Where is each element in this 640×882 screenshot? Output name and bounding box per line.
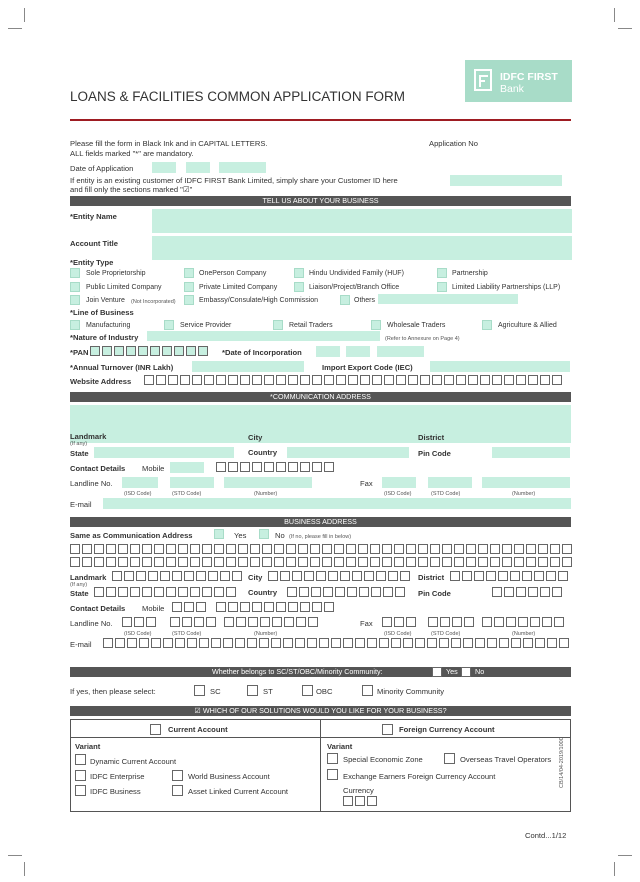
existing-customer-line1: If entity is an existing customer of IDFC FIRST Bank Limited, simply share your Customer ID here <box>70 176 398 185</box>
contact-details-label: Contact Details <box>70 464 126 473</box>
variant-option: Dynamic Current Account <box>90 757 177 766</box>
entity-name-label: *Entity Name <box>70 212 117 221</box>
lob-option: Wholesale Traders <box>387 322 446 329</box>
fax-label: Fax <box>360 479 373 488</box>
crop-mark <box>618 28 632 29</box>
fcy-variant-label: Variant <box>327 742 353 751</box>
country-label: Country <box>248 588 278 597</box>
crop-mark <box>24 8 25 22</box>
district-label: District <box>418 573 445 582</box>
lob-checkbox[interactable] <box>482 320 492 330</box>
isd-code-note: (ISD Code) <box>384 491 412 497</box>
landline-number-field[interactable] <box>224 477 312 488</box>
isd-code-note: (ISD Code) <box>384 631 412 637</box>
mobile-number-field[interactable] <box>216 462 336 473</box>
current-variant-label: Variant <box>75 742 101 751</box>
website-label: Website Address <box>70 377 132 386</box>
currency-field[interactable] <box>343 796 379 807</box>
iec-label: Import Export Code (IEC) <box>322 363 413 372</box>
line-of-business-label: *Line of Business <box>70 308 134 317</box>
variant-option: Asset Linked Current Account <box>188 787 289 796</box>
business-address-line[interactable] <box>70 557 574 568</box>
minority-label: Minority Community <box>377 687 445 696</box>
same-as-yes-checkbox[interactable] <box>214 529 224 539</box>
doi-day-field[interactable] <box>316 346 340 357</box>
std-code-note: (STD Code) <box>172 631 202 637</box>
lob-checkbox[interactable] <box>70 320 80 330</box>
instruction-line1: Please fill the form in Black Ink and in CAPITAL LETTERS. <box>70 139 268 148</box>
number-note: (Number) <box>512 491 536 497</box>
isd-code-note: (ISD Code) <box>124 631 152 637</box>
city-field[interactable] <box>266 431 408 442</box>
fax-number-field[interactable] <box>482 477 570 488</box>
entity-type-option: Private Limited Company <box>199 284 278 291</box>
city-label: City <box>248 573 263 582</box>
district-field[interactable] <box>450 431 570 442</box>
current-account-label: Current Account <box>168 725 228 734</box>
mobile-code-field[interactable] <box>172 602 208 613</box>
lob-option: Service Provider <box>180 322 232 329</box>
section-header-solutions: ☑ WHICH OF OUR SOLUTIONS WOULD YOU LIKE FOR YOUR BUSINESS? <box>70 706 571 716</box>
iec-field[interactable] <box>430 361 570 372</box>
entity-type-checkbox[interactable] <box>437 268 447 278</box>
entity-type-checkbox[interactable] <box>184 268 194 278</box>
existing-customer-line2: and fill only the sections marked "☑" <box>70 185 193 194</box>
date-day-field[interactable] <box>152 162 176 173</box>
number-note: (Number) <box>512 631 536 637</box>
fax-std-field[interactable] <box>428 477 472 488</box>
city-field[interactable] <box>268 571 412 582</box>
doi-year-field[interactable] <box>377 346 424 357</box>
section-header-communication: *COMMUNICATION ADDRESS <box>70 392 571 402</box>
section-header-business: TELL US ABOUT YOUR BUSINESS <box>70 196 571 206</box>
fcy-account-checkbox[interactable] <box>382 724 393 735</box>
sc-checkbox[interactable] <box>194 685 205 696</box>
pin-code-field[interactable] <box>492 447 570 458</box>
entity-type-option: Embassy/Consulate/High Commission <box>199 297 319 304</box>
pin-code-field[interactable] <box>492 587 564 598</box>
same-as-no-label: No <box>275 531 285 540</box>
number-note: (Number) <box>254 631 278 637</box>
fax-number-field[interactable] <box>482 617 566 628</box>
state-field[interactable] <box>94 587 238 598</box>
entity-type-option: Limited Liability Partnerships (LLP) <box>452 284 561 291</box>
entity-type-checkbox[interactable] <box>70 268 80 278</box>
pin-code-label: Pin Code <box>418 589 451 598</box>
fcy-variant-checkbox[interactable] <box>327 753 338 764</box>
entity-type-option: Hindu Undivided Family (HUF) <box>309 270 404 277</box>
fax-label: Fax <box>360 619 373 628</box>
landmark-field[interactable] <box>112 431 240 442</box>
variant-option: IDFC Business <box>90 787 141 796</box>
crop-mark <box>618 855 632 856</box>
same-as-note: (If no, please fill in below) <box>289 534 352 540</box>
form-title: LOANS & FACILITIES COMMON APPLICATION FORM <box>70 89 406 104</box>
date-of-application-label: Date of Application <box>70 164 134 173</box>
variant-checkbox[interactable] <box>172 770 183 781</box>
mobile-label: Mobile <box>142 604 165 613</box>
account-title-label: Account Title <box>70 239 118 248</box>
crop-mark <box>614 862 615 876</box>
entity-type-checkbox[interactable] <box>340 295 350 305</box>
industry-note: (Refer to Annexure on Page 4) <box>385 336 460 342</box>
entity-type-checkbox[interactable] <box>70 282 80 292</box>
doi-month-field[interactable] <box>346 346 370 357</box>
country-label: Country <box>248 448 278 457</box>
landline-std-field[interactable] <box>170 477 214 488</box>
community-question: Whether belongs to SC/ST/OBC/Minority Community: <box>212 667 383 676</box>
landline-isd-field[interactable] <box>122 617 158 628</box>
variant-checkbox[interactable] <box>75 770 86 781</box>
community-no-label: No <box>475 667 485 676</box>
std-code-note: (STD Code) <box>431 491 461 497</box>
landmark-note: (If any) <box>70 441 88 447</box>
nature-of-industry-field[interactable] <box>147 331 380 341</box>
st-label: ST <box>263 687 273 696</box>
sc-label: SC <box>210 687 221 696</box>
landmark-label: Landmark <box>70 432 107 441</box>
country-field[interactable] <box>287 447 409 458</box>
minority-checkbox[interactable] <box>362 685 373 696</box>
variant-option: World Business Account <box>188 772 270 781</box>
state-label: State <box>70 449 89 458</box>
obc-checkbox[interactable] <box>302 685 313 696</box>
pan-label: *PAN <box>70 348 89 357</box>
same-as-yes-label: Yes <box>234 531 247 540</box>
email-label: E-mail <box>70 500 92 509</box>
landline-label: Landline No. <box>70 479 113 488</box>
entity-type-label: *Entity Type <box>70 258 114 267</box>
entity-type-checkbox[interactable] <box>437 282 447 292</box>
lob-option: Manufacturing <box>86 322 131 329</box>
application-no-label: Application No <box>429 139 478 148</box>
annual-turnover-label: *Annual Turnover (INR Lakh) <box>70 363 174 372</box>
title-underline <box>70 119 571 121</box>
nature-of-industry-label: *Nature of Industry <box>70 333 139 342</box>
landmark-field[interactable] <box>112 571 244 582</box>
isd-code-note: (ISD Code) <box>124 491 152 497</box>
entity-type-option: Sole Proprietorship <box>86 270 146 277</box>
std-code-note: (STD Code) <box>431 631 461 637</box>
lob-option: Retail Traders <box>289 322 333 329</box>
email-field[interactable] <box>103 498 571 509</box>
obc-label: OBC <box>316 687 333 696</box>
number-note: (Number) <box>254 491 278 497</box>
entity-type-checkbox[interactable] <box>70 295 80 305</box>
date-year-field[interactable] <box>219 162 266 173</box>
entity-type-option: Partnership <box>452 270 488 277</box>
lob-checkbox[interactable] <box>164 320 174 330</box>
country-field[interactable] <box>287 587 407 598</box>
jv-note: (Not Incorporated) <box>131 299 176 305</box>
entity-type-checkbox[interactable] <box>184 295 194 305</box>
date-of-incorporation-label: *Date of Incorporation <box>222 348 302 357</box>
fax-isd-field[interactable] <box>382 617 418 628</box>
logo-mark-icon <box>474 69 492 91</box>
community-yes-label: Yes <box>446 667 458 676</box>
customer-id-field[interactable] <box>450 175 562 186</box>
variant-checkbox[interactable] <box>75 754 86 765</box>
st-checkbox[interactable] <box>247 685 258 696</box>
date-month-field[interactable] <box>186 162 210 173</box>
business-address-line[interactable] <box>70 544 574 555</box>
bank-name-line2: Bank <box>500 83 524 95</box>
landmark-note: (If any) <box>70 582 88 588</box>
state-label: State <box>70 589 89 598</box>
currency-label: Currency <box>343 786 374 795</box>
landline-std-field[interactable] <box>170 617 218 628</box>
mobile-code-field[interactable] <box>170 462 204 473</box>
entity-type-option: Others <box>354 297 376 304</box>
same-as-no-checkbox[interactable] <box>259 529 269 539</box>
variant-checkbox[interactable] <box>75 785 86 796</box>
entity-type-option: Liaison/Project/Branch Office <box>309 284 400 291</box>
landline-number-field[interactable] <box>224 617 320 628</box>
fcy-variant-checkbox[interactable] <box>327 769 338 780</box>
same-as-label: Same as Communication Address <box>70 531 193 540</box>
form-code: CB/14/04-2019/1000 <box>559 737 565 788</box>
state-field[interactable] <box>94 447 234 458</box>
bank-logo <box>465 60 572 102</box>
entity-type-option: OnePerson Company <box>199 270 267 277</box>
fax-std-field[interactable] <box>428 617 476 628</box>
fcy-account-label: Foreign Currency Account <box>399 725 495 734</box>
entity-type-checkbox[interactable] <box>294 268 304 278</box>
crop-mark <box>614 8 615 22</box>
district-field[interactable] <box>450 571 570 582</box>
landmark-label: Landmark <box>70 573 107 582</box>
pin-code-label: Pin Code <box>418 449 451 458</box>
fcy-variant-option: Special Economic Zone <box>343 755 423 764</box>
mobile-label: Mobile <box>142 464 165 473</box>
email-field[interactable] <box>103 638 571 649</box>
entity-name-field[interactable] <box>152 209 572 233</box>
lob-option: Agriculture & Allied <box>498 322 557 329</box>
crop-mark <box>24 862 25 876</box>
account-title-field[interactable] <box>152 236 572 260</box>
variant-checkbox[interactable] <box>172 785 183 796</box>
entity-type-checkbox[interactable] <box>184 282 194 292</box>
email-label: E-mail <box>70 640 92 649</box>
fcy-variant-option: Exchange Earners Foreign Currency Account <box>343 772 496 781</box>
fax-isd-field[interactable] <box>382 477 416 488</box>
instruction-line2: ALL fields marked "*" are mandatory. <box>70 149 194 158</box>
city-label: City <box>248 433 263 442</box>
annual-turnover-field[interactable] <box>192 361 304 372</box>
landline-isd-field[interactable] <box>122 477 158 488</box>
solutions-column-divider <box>320 719 321 812</box>
continued-page-label: Contd...1/12 <box>525 831 567 840</box>
community-no-checkbox[interactable] <box>461 667 471 677</box>
landline-label: Landline No. <box>70 619 113 628</box>
entity-type-option: Join Venture <box>86 297 125 304</box>
std-code-note: (STD Code) <box>172 491 202 497</box>
current-account-checkbox[interactable] <box>150 724 161 735</box>
entity-type-option: Public Limited Company <box>86 284 162 291</box>
fcy-variant-checkbox[interactable] <box>444 753 455 764</box>
community-yes-checkbox[interactable] <box>432 667 442 677</box>
bank-name-line1: IDFC FIRST <box>500 71 558 83</box>
entity-type-others-field[interactable] <box>378 294 518 304</box>
crop-mark <box>8 28 22 29</box>
district-label: District <box>418 433 445 442</box>
website-field[interactable] <box>144 375 564 386</box>
community-bar <box>70 667 571 677</box>
contact-details-label: Contact Details <box>70 604 126 613</box>
lob-checkbox[interactable] <box>371 320 381 330</box>
crop-mark <box>8 855 22 856</box>
variant-option: IDFC Enterprise <box>90 772 145 781</box>
entity-type-checkbox[interactable] <box>294 282 304 292</box>
section-header-business-address: BUSINESS ADDRESS <box>70 517 571 527</box>
community-select-label: If yes, then please select: <box>70 687 156 696</box>
pan-field[interactable] <box>90 346 210 357</box>
lob-checkbox[interactable] <box>273 320 283 330</box>
fcy-variant-option: Overseas Travel Operators <box>460 755 552 764</box>
mobile-number-field[interactable] <box>216 602 336 613</box>
